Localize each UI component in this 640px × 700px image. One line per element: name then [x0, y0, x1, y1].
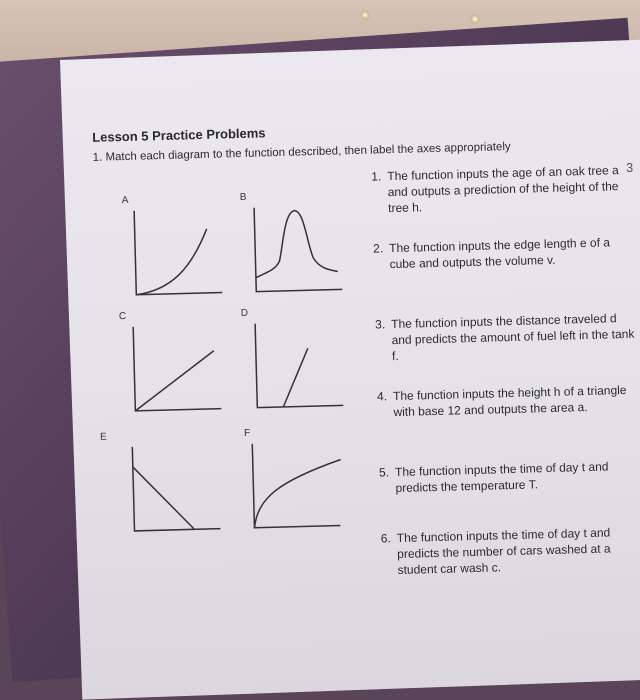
graph-a-curve [135, 229, 209, 295]
graph-d-axes [255, 321, 343, 407]
graph-label-f: F [243, 427, 251, 440]
problem-5: 5. The function inputs the time of day t and predicts the temperature T. [378, 459, 609, 496]
graph-b-curve [254, 210, 338, 278]
problem-2: 2. The function inputs the edge length e of a cube and outputs the volume v. [373, 235, 611, 272]
instruction-text: 1. Match each diagram to the function described, then label the axes appropriately [92, 140, 511, 164]
page-title: Lesson 5 Practice Problems [91, 125, 266, 145]
graph-c [129, 323, 223, 417]
graph-label-a: A [121, 194, 129, 207]
graph-f-axes [252, 442, 340, 528]
graph-a [130, 207, 224, 301]
graph-c-line [134, 351, 215, 411]
graph-d-line [282, 348, 310, 407]
graph-label-d: D [240, 307, 249, 320]
graph-a-axes [134, 209, 222, 295]
worksheet-content [88, 115, 640, 639]
next-page-number: 3 [626, 160, 634, 175]
problem-6: 6. The function inputs the time of day t and predicts the number of cars washed at a student car wash c. [380, 525, 611, 578]
sparkle-decoration [470, 14, 480, 24]
graph-e-axes [132, 445, 220, 531]
graph-e [128, 443, 222, 537]
graph-label-e: E [99, 431, 107, 443]
graph-d [251, 319, 345, 413]
problem-4: 4. The function inputs the height h of a triangle with base 12 and outputs the area a. [376, 382, 627, 420]
problem-1: 1. The function inputs the age of an oak tree a and outputs a prediction of the height of the tree h. [371, 163, 619, 216]
sparkle-decoration [360, 10, 370, 20]
graph-f [248, 440, 342, 534]
graph-e-line [133, 465, 195, 531]
graph-b [250, 203, 344, 297]
graph-c-axes [133, 325, 221, 411]
graph-label-b: B [239, 191, 247, 204]
graph-b-axes [254, 205, 342, 291]
problem-3: 3. The function inputs the distance traveled d and predicts the amount of fuel left in the tank f. [375, 311, 635, 364]
graph-f-curve [253, 459, 343, 527]
graph-label-c: C [118, 311, 127, 323]
